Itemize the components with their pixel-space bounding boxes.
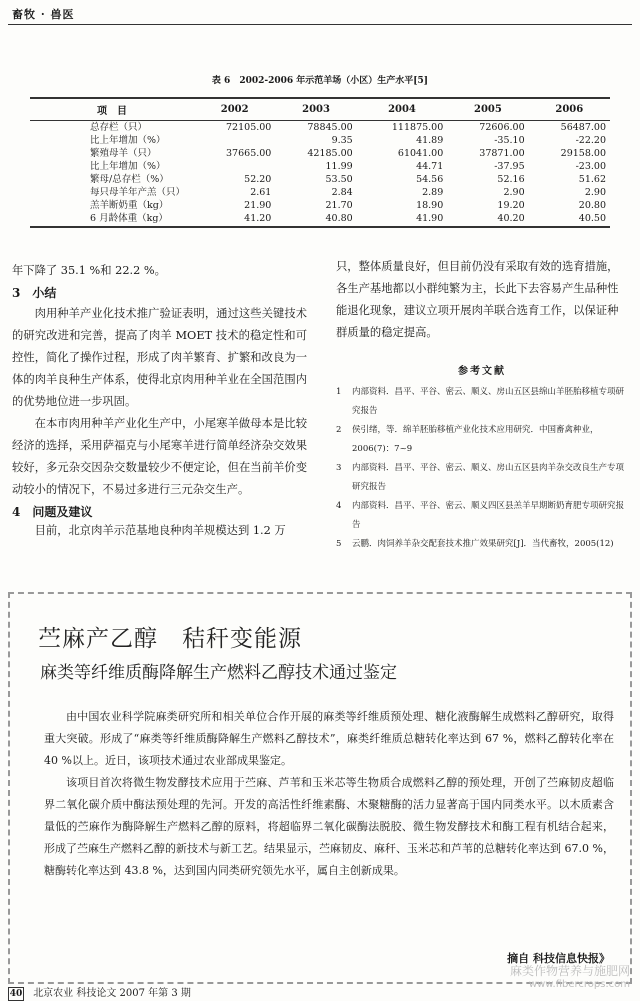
row-label: 每只母羊年产羔（只） (90, 187, 186, 198)
cell-value: 9.35 (331, 135, 353, 146)
page-number: 40 (9, 989, 23, 999)
reference-item (336, 497, 628, 535)
cell-value: 56487.00 (560, 122, 606, 133)
cell-value: 53.50 (325, 174, 353, 185)
reference-number: 1 (336, 387, 342, 397)
row-label: 比上年增加（%） (90, 135, 166, 146)
cell-value: 2.61 (250, 187, 272, 198)
cell-value: 11.99 (325, 161, 353, 172)
cell-value: 18.90 (416, 200, 444, 211)
table-row (30, 173, 610, 186)
cell-value: 72105.00 (226, 122, 272, 133)
reference-item (336, 535, 628, 554)
news-box (8, 592, 632, 984)
col-header: 2002 (220, 104, 249, 115)
cell-value: 2.90 (503, 187, 525, 198)
reference-text: 内部资料．昌平、平谷、密云、顺义四区县羔羊早期断奶育肥专项研究报告 (352, 501, 625, 530)
cell-value: 54.56 (416, 174, 444, 185)
cell-value: 41.20 (244, 213, 272, 224)
cell-value: 51.62 (578, 174, 606, 185)
cell-value: 21.90 (244, 200, 272, 211)
header-rule (8, 24, 632, 25)
paragraph: 由中国农业科学院麻类研究所和相关单位合作开展的麻类等纤维质预处理、糖化液酶解生成燃料乙醇研究，取得重大突破。形成了“麻类等纤维质酶降解生产燃料乙醇技术”，麻类纤维质总糖转化率达到 67 %，燃料乙醇转化率在 40 %以上。近日，该项技术通过农业部成果鉴定。 (44, 710, 614, 767)
col-header: 2004 (388, 104, 416, 115)
reference-item (336, 383, 628, 421)
cell-value: 42185.00 (307, 148, 353, 159)
cell-value: 41.90 (416, 213, 444, 224)
reference-number: 4 (336, 501, 342, 511)
cell-value: 41.89 (416, 135, 444, 146)
row-label: 6 月龄体重（kg） (90, 213, 168, 224)
watermark-name: 麻类作物营养与施肥网 (509, 964, 630, 978)
cell-value: 37665.00 (226, 148, 272, 159)
col-header: 2003 (302, 104, 330, 115)
reference-item (336, 421, 628, 459)
cell-value: 29158.00 (560, 148, 606, 159)
row-label: 羔羊断奶重（kg） (90, 200, 169, 211)
cell-value: -22.20 (575, 135, 606, 146)
reference-number: 3 (336, 463, 342, 473)
cell-value: 72606.00 (479, 122, 525, 133)
references-title: 参考文献 (458, 366, 506, 377)
news-title: 苎麻产乙醇 秸秆变能源 (38, 626, 302, 652)
cell-value: 2.89 (422, 187, 444, 198)
table-row (30, 199, 610, 212)
cell-value: 37871.00 (479, 148, 525, 159)
cell-value (194, 160, 275, 173)
news-subtitle: 麻类等纤维质酶降解生产燃料乙醇技术通过鉴定 (40, 663, 397, 683)
cell-value: 40.50 (578, 213, 606, 224)
table-caption: 表 6 2002-2006 年示范羊场（小区）生产水平[5] (211, 76, 429, 86)
row-label: 总存栏（只） (90, 122, 148, 133)
cell-value: -23.00 (575, 161, 606, 172)
cell-value: 40.20 (497, 213, 525, 224)
table-row (30, 134, 610, 147)
production-table (30, 97, 610, 228)
left-column (12, 260, 307, 542)
reference-number: 5 (336, 539, 342, 549)
cell-value: 52.16 (497, 174, 525, 185)
row-label: 比上年增加（%） (90, 161, 166, 172)
cell-value: 61041.00 (397, 148, 444, 159)
cell-value: 19.20 (497, 200, 525, 211)
table-row (30, 160, 610, 173)
cell-value: 44.71 (416, 161, 444, 172)
reference-text: 侯引绪，等．绵羊胚胎移植产业化技术应用研究．中国畜禽种业，2006(7)：7~9 (352, 425, 599, 454)
paragraph: 肉用种羊产业化技术推广验证表明，通过这些关键技术的研究改进和完善，提高了肉羊 MOET 技术的稳定性和可控性，简化了操作过程，形成了肉羊繁育、扩繁和改良为一体的肉羊良种生产体系，使得北京肉用种羊业在全国范围内的优势地位进一步巩固。 (12, 307, 307, 408)
paragraph: 目前，北京肉羊示范基地良种肉羊规模达到 1.2 万 (34, 524, 286, 537)
references-list (336, 383, 628, 554)
cell-value (194, 134, 275, 147)
cell-value: 2.84 (331, 187, 353, 198)
section-header: 畜牧 · 兽医 (12, 8, 75, 21)
reference-item (336, 459, 628, 497)
table-row (30, 147, 610, 160)
paragraph: 在本市肉用种羊产业化生产中，小尾寒羊做母本是比较经济的选择，采用萨福克与小尾寒羊进行简单经济杂交效果较好，多元杂交因杂交数量较少不便定论，但在当前羊价变动较小的情况下，不易过多进行三元杂交生产。 (12, 417, 307, 496)
table-header-row (30, 99, 610, 120)
cell-value: 111875.00 (391, 122, 444, 133)
col-header: 项 目 (97, 106, 127, 117)
cell-value: 52.20 (244, 174, 272, 185)
reference-text: 云鹏．肉饲养羊杂交配套技术推广效果研究[J]．当代畜牧，2005(12) (352, 539, 614, 549)
cell-value: 78845.00 (307, 122, 353, 133)
table-row (30, 186, 610, 199)
journal-info: 北京农业 科技论文 2007 年第 3 期 (33, 988, 191, 999)
news-source: 摘自 科技信息快报》 (507, 952, 610, 965)
watermark-url: www.fibercrops.com (528, 979, 630, 990)
news-body (44, 706, 614, 882)
right-column (336, 256, 628, 554)
cell-value: 21.70 (325, 200, 353, 211)
table-row (30, 121, 610, 134)
cell-value: 40.80 (325, 213, 353, 224)
cell-value: -37.95 (494, 161, 525, 172)
heading-issues: 4 问题及建议 (12, 505, 93, 519)
reference-number: 2 (336, 425, 342, 435)
paragraph: 只，整体质量良好，但目前仍没有采取有效的选育措施，各生产基地都以小群纯繁为主，长此下去容易产生品种性能退化现象，建议立项开展肉羊联合选育工作，以保证种群质量的稳定提高。 (336, 260, 619, 339)
continuation-text: 年下降了 35.1 %和 22.2 %。 (12, 264, 166, 277)
reference-text: 内部资料．昌平、平谷、密云、顺义、房山五区县肉羊杂交改良生产专项研究报告 (352, 463, 625, 492)
col-header: 2005 (474, 104, 502, 115)
paragraph: 该项目首次将微生物发酵技术应用于苎麻、芦苇和玉米芯等生物质合成燃料乙醇的预处理，开创了苎麻韧皮超临界二氧化碳介质中酶法预处理的先河。开发的高活性纤维素酶、木聚糖酶的活力显著高于国内同类水平。以木质素含量低的苎麻作为酶降解生产燃料乙醇的原料，将超临界二氧化碳酶法脱胶、微生物发酵技术和酶工程有机结合起来，形成了苎麻生产燃料乙醇的新技术与新工艺。结果显示，苎麻韧皮、麻秆、玉米芯和芦苇的总糖转化率达到 67.0 %，糖酶转化率达到 43.8 %，达到国内同类研究领先水平，属自主创新成果。 (44, 776, 614, 877)
row-label: 繁母/总存栏（%） (90, 174, 169, 185)
row-label: 繁殖母羊（只） (90, 148, 157, 159)
cell-value: 20.80 (578, 200, 606, 211)
page-footer (8, 984, 191, 1001)
cell-value: -35.10 (494, 135, 525, 146)
cell-value: 2.90 (584, 187, 606, 198)
table-row (30, 212, 610, 225)
col-header: 2006 (555, 104, 584, 115)
watermark (510, 962, 630, 990)
reference-text: 内部资料．昌平、平谷、密云、顺义、房山五区县绵山羊胚胎移植专项研究报告 (352, 387, 625, 416)
heading-summary: 3 小结 (12, 286, 57, 300)
